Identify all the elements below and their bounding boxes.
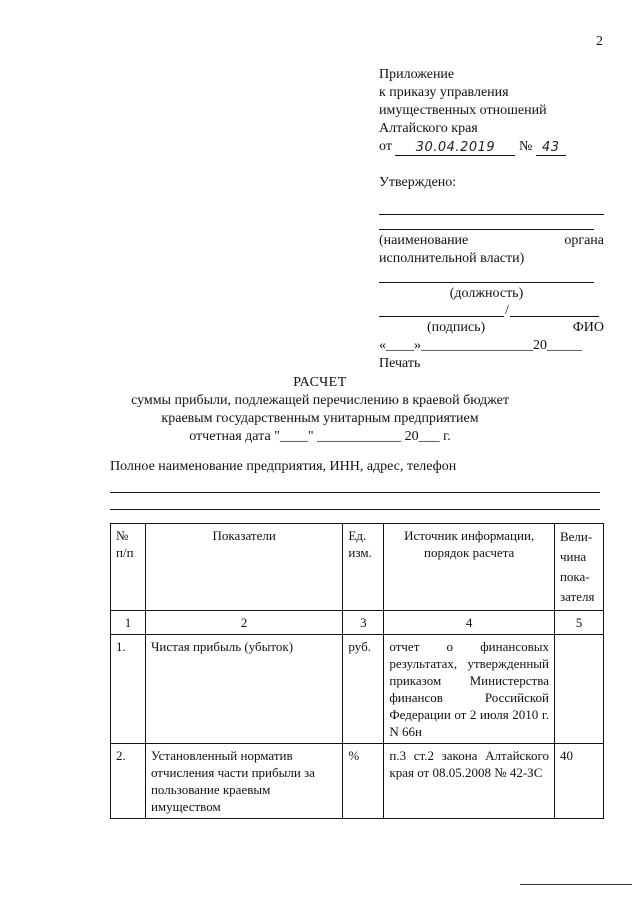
row-source: отчет о финансовых результатах, утвержденный приказом Министерства финансов Российской Федерации от 2 июля 2010 г. N 66н (384, 635, 555, 744)
position-label: (должность) (449, 286, 524, 301)
row-unit: % (343, 744, 384, 819)
appendix-block (379, 66, 609, 156)
fio-underline (510, 303, 599, 317)
org-label-right: органа (564, 233, 604, 248)
signature-line (379, 215, 594, 230)
fio-label: ФИО (572, 320, 604, 335)
appendix-line: Приложение (379, 67, 455, 82)
approved-title: Утверждено: (379, 175, 457, 190)
row-indicator: Чистая прибыль (убыток) (145, 635, 342, 744)
calculation-line: краевым государственным унитарным предприятием (161, 411, 479, 426)
order-date-row (379, 138, 609, 156)
row-value: 40 (554, 744, 603, 819)
appendix-line: имущественных отношений (379, 103, 547, 118)
numbering-cell: 2 (145, 611, 342, 635)
table-header-row (111, 524, 604, 611)
number-prefix: № (518, 139, 533, 154)
header-cell: Вели- чина пока- зателя (554, 524, 603, 611)
numbering-cell: 3 (343, 611, 384, 635)
position-line (379, 268, 594, 283)
org-label-left: (наименование (379, 233, 469, 248)
numbering-cell: 5 (554, 611, 603, 635)
order-number-field (536, 139, 566, 156)
header-cell: Показатели (145, 524, 342, 611)
order-date-field (395, 139, 515, 156)
table-row (111, 635, 604, 744)
company-fill-line (110, 476, 600, 493)
row-number: 2. (111, 744, 146, 819)
appendix-line: Алтайского края (379, 121, 478, 136)
numbering-cell: 1 (111, 611, 146, 635)
signature-underline (379, 303, 504, 317)
org-label-line2: исполнительной власти) (379, 251, 525, 266)
signature-line (379, 200, 604, 215)
header-cell: Ед. изм. (343, 524, 384, 611)
footer-rule (520, 884, 632, 885)
handwritten-date: 30.04.2019 (415, 140, 496, 155)
date-prefix: от (379, 139, 392, 154)
company-label: Полное наименование предприятия, ИНН, адрес, телефон (110, 459, 457, 474)
appendix-line: к приказу управления (379, 85, 509, 100)
row-value (554, 635, 603, 744)
calculation-title-block (0, 374, 640, 446)
row-number: 1. (111, 635, 146, 744)
header-cell: Источник информации, порядок расчета (384, 524, 555, 611)
page-number: 2 (596, 34, 603, 49)
signature-label: (подпись) (427, 320, 486, 335)
approved-block (379, 174, 604, 373)
signature-fio-line (379, 303, 599, 317)
stamp-label: Печать (379, 356, 421, 371)
numbering-cell: 4 (384, 611, 555, 635)
slash: / (505, 303, 509, 318)
row-indicator: Установленный норматив отчисления части прибыли за пользование краевым имуществом (145, 744, 342, 819)
row-unit: руб. (343, 635, 384, 744)
handwritten-number: 43 (542, 140, 560, 155)
org-label-row (379, 232, 604, 250)
calculation-line: суммы прибыли, подлежащей перечислению в краевой бюджет (131, 393, 509, 408)
calculation-line: отчетная дата "____" ____________ 20___ г. (189, 429, 451, 444)
row-source: п.3 ст.2 закона Алтайского края от 08.05.2008 № 42-ЗС (384, 744, 555, 819)
company-fill-line (110, 493, 600, 510)
calculation-heading: РАСЧЕТ (293, 375, 347, 390)
calculation-table (110, 523, 604, 819)
header-cell: № п/п (111, 524, 146, 611)
table-numbering-row (111, 611, 604, 635)
approval-date-line: «____»________________20_____ (379, 338, 582, 353)
signature-label-row (379, 319, 604, 337)
table-row (111, 744, 604, 819)
company-info-block (110, 458, 600, 510)
